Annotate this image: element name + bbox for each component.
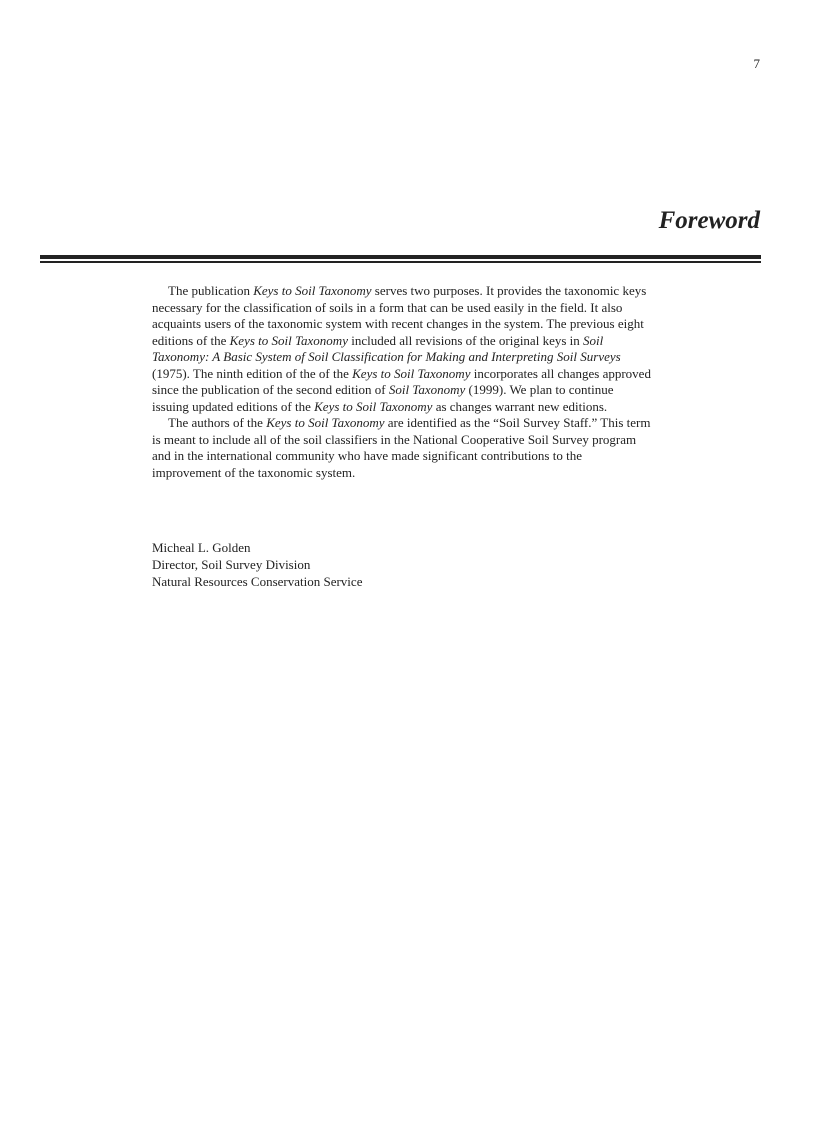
publication-title: Keys to Soil Taxonomy <box>266 415 385 430</box>
title-rule-thin <box>40 261 761 263</box>
foreword-paragraph <box>152 415 652 481</box>
paragraph-text: included all revisions of the original keys in <box>347 332 584 348</box>
publication-title: Keys to Soil Taxonomy <box>314 398 433 414</box>
signatory-organization: Natural Resources Conservation Service <box>152 574 363 589</box>
publication-title: Keys to Soil Taxonomy <box>253 283 372 298</box>
signature-block <box>152 539 552 590</box>
publication-title: Soil Taxonomy <box>388 382 466 397</box>
paragraph-text: The authors of the <box>168 415 267 430</box>
paragraph-text: incorporates all changes approved since the publication of the second edition of <box>152 365 651 397</box>
signatory-name: Micheal L. Golden <box>152 540 251 555</box>
publication-title: Keys to Soil Taxonomy <box>352 365 471 381</box>
paragraph-text: are identified as the “Soil Survey Staff.” This term is meant to include all of the soil classifiers in the National Cooperative Soil Survey program and in the international community who have made significant contributions to the improvement of the taxonomic system. <box>152 415 651 480</box>
paragraph-text: (1975). The ninth edition of the of the <box>152 365 353 381</box>
paragraph-text: serves two purposes. It provides the taxonomic keys necessary for the classification of soils in a form that can be used easily in the field. It also acquaints users of the taxonomic system with recent changes in the system. The previous eight editions of the <box>152 283 647 348</box>
paragraph-text: as changes warrant new editions. <box>432 398 608 414</box>
paragraph-text: The publication <box>168 283 254 298</box>
title-rule-thick <box>40 255 761 259</box>
signatory-title: Director, Soil Survey Division <box>152 557 311 572</box>
publication-title: Keys to Soil Taxonomy <box>229 332 348 348</box>
page-title: Foreword <box>658 207 760 234</box>
paragraph-text: (1999). We plan to continue issuing updated editions of the <box>152 382 614 414</box>
foreword-body <box>152 283 652 481</box>
publication-title: Soil Taxonomy: A Basic System of Soil Classification for Making and Interpreting Soil Surveys <box>152 332 621 364</box>
foreword-paragraph <box>152 283 652 415</box>
page-number: 7 <box>753 56 760 71</box>
